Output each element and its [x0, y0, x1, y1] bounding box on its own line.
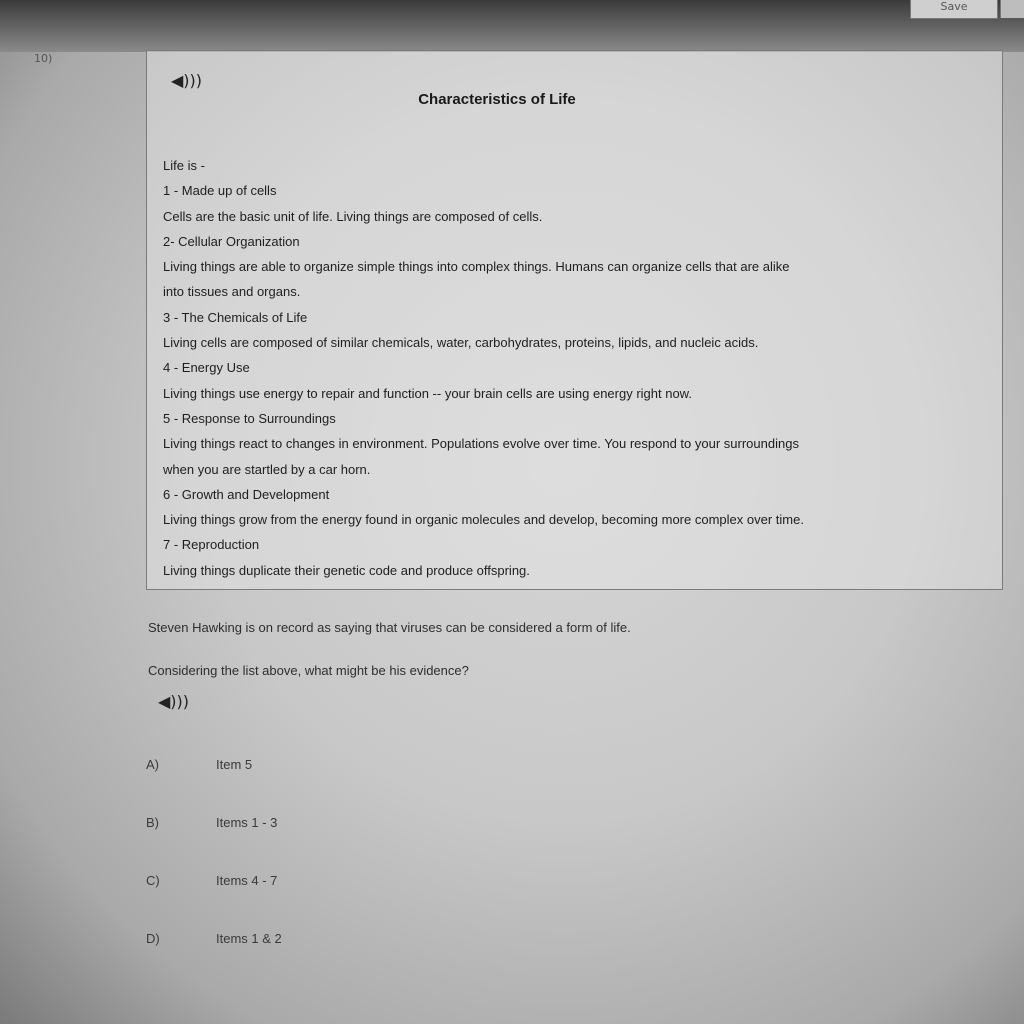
passage-body	[163, 153, 993, 583]
passage-line: 1 - Made up of cells	[163, 183, 277, 199]
passage-line: Living things duplicate their genetic code and produce offspring.	[163, 562, 530, 578]
passage-line: 4 - Energy Use	[163, 360, 250, 376]
choice-letter: A)	[146, 757, 159, 772]
choice-letter: B)	[146, 815, 159, 830]
passage-line: Life is -	[163, 158, 205, 173]
choice-letter: C)	[146, 873, 160, 888]
passage-line: when you are startled by a car horn.	[163, 461, 371, 477]
passage-line: Living things react to changes in environment. Populations evolve over time. You respond to your surroundings	[163, 436, 799, 452]
top-bar-edge	[1000, 0, 1024, 18]
passage-line: 2- Cellular Organization	[163, 233, 300, 249]
choice-d[interactable]	[146, 931, 546, 953]
passage-title: Characteristics of Life	[418, 91, 576, 108]
choice-text: Items 1 & 2	[216, 931, 282, 946]
passage-line: Living things use energy to repair and function -- your brain cells are using energy right now.	[163, 385, 692, 401]
passage-line: Living cells are composed of similar chemicals, water, carbohydrates, proteins, lipids, and nucleic acids.	[163, 335, 759, 351]
question-prompt: Considering the list above, what might be his evidence?	[148, 663, 469, 678]
passage-line: into tissues and organs.	[163, 284, 301, 300]
passage-line: 5 - Response to Surroundings	[163, 410, 336, 426]
passage-line: Living things are able to organize simple things into complex things. Humans can organize cells that are alike	[163, 259, 790, 275]
choice-text: Item 5	[216, 757, 253, 772]
passage-line: 6 - Growth and Development	[163, 486, 330, 502]
speaker-icon[interactable]: ◀)))	[158, 692, 190, 711]
speaker-icon[interactable]: ◀)))	[171, 71, 203, 90]
choice-text: Items 1 - 3	[216, 815, 278, 830]
choice-c[interactable]	[146, 873, 546, 895]
top-bar	[0, 0, 1024, 52]
save-button[interactable]: Save	[910, 0, 998, 19]
passage-line: 3 - The Chemicals of Life	[163, 309, 308, 325]
passage-line: Cells are the basic unit of life. Living things are composed of cells.	[163, 208, 543, 224]
passage-box	[146, 50, 1003, 590]
question-statement: Steven Hawking is on record as saying that viruses can be considered a form of life.	[148, 620, 631, 635]
choice-letter: D)	[146, 931, 160, 946]
choice-b[interactable]	[146, 815, 546, 837]
choice-text: Items 4 - 7	[216, 873, 278, 888]
passage-line: Living things grow from the energy found in organic molecules and develop, becoming more complex over time.	[163, 512, 804, 528]
choice-a[interactable]	[146, 757, 546, 779]
passage-line: 7 - Reproduction	[163, 537, 260, 553]
question-number: 10)	[34, 52, 53, 65]
